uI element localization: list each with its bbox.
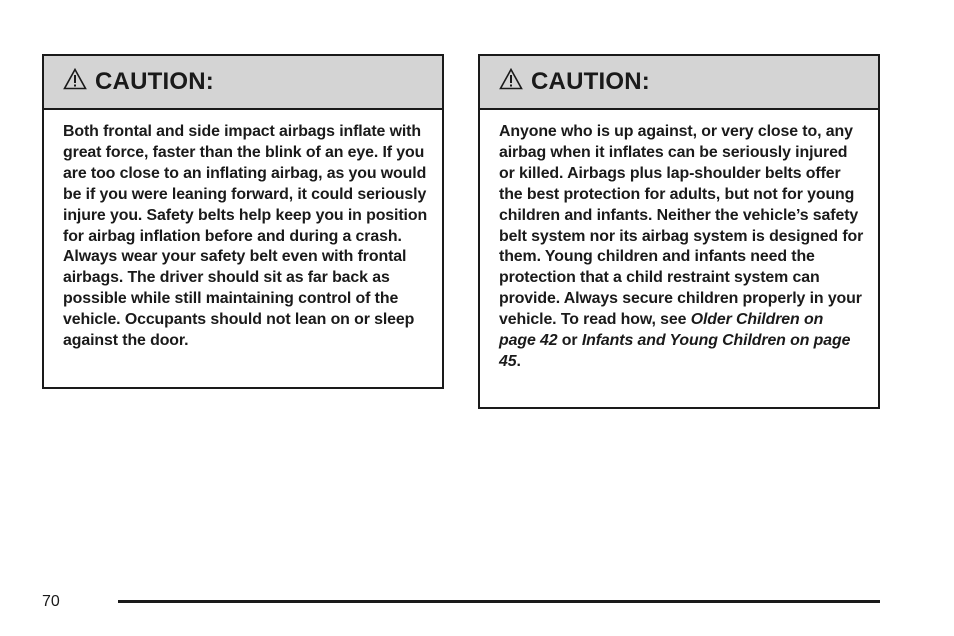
caution-text (480, 110, 878, 373)
caution-box-left (42, 54, 444, 389)
warning-triangle-icon (499, 68, 523, 90)
caution-title: CAUTION: (95, 68, 214, 95)
caution-box-right (478, 54, 880, 409)
sentence-end: . (516, 352, 521, 370)
caution-title: CAUTION: (531, 68, 650, 95)
page-number: 70 (42, 593, 60, 610)
caution-text-main: Anyone who is up against, or very close to, any airbag when it inflates can be seriously injured or killed. Airbags plus lap-shoulder belts offer the best protection for adults, but not for young children and infants. Neither the vehicle’s safety belt system nor its airbag system is designed for them. Young children and infants need the protection that a child restraint system can provide. Always secure children properly in your vehicle. To read how, see (499, 123, 864, 329)
cross-reference-infants[interactable]: Infants and Young Children on page 45 (499, 332, 851, 370)
cross-reference-older-children[interactable]: Older Children on page 42 (499, 311, 824, 350)
connector-text: or (557, 332, 582, 350)
footer-rule (118, 600, 880, 603)
caution-header (44, 56, 442, 110)
warning-triangle-icon (63, 68, 87, 90)
caution-text: Both frontal and side impact airbags inflate with great force, faster than the blink of an eye. If you are too close to an inflating airbag, as you would be if you were leaning forward, it could seriously injure you. Safety belts help keep you in position for airbag inflation before and during a crash. Always wear your safety belt even with frontal airbags. The driver should sit as far back as possible while still maintaining control of the vehicle. Occupants should not lean on or sleep against the door. (63, 123, 428, 350)
caution-header (480, 56, 878, 110)
